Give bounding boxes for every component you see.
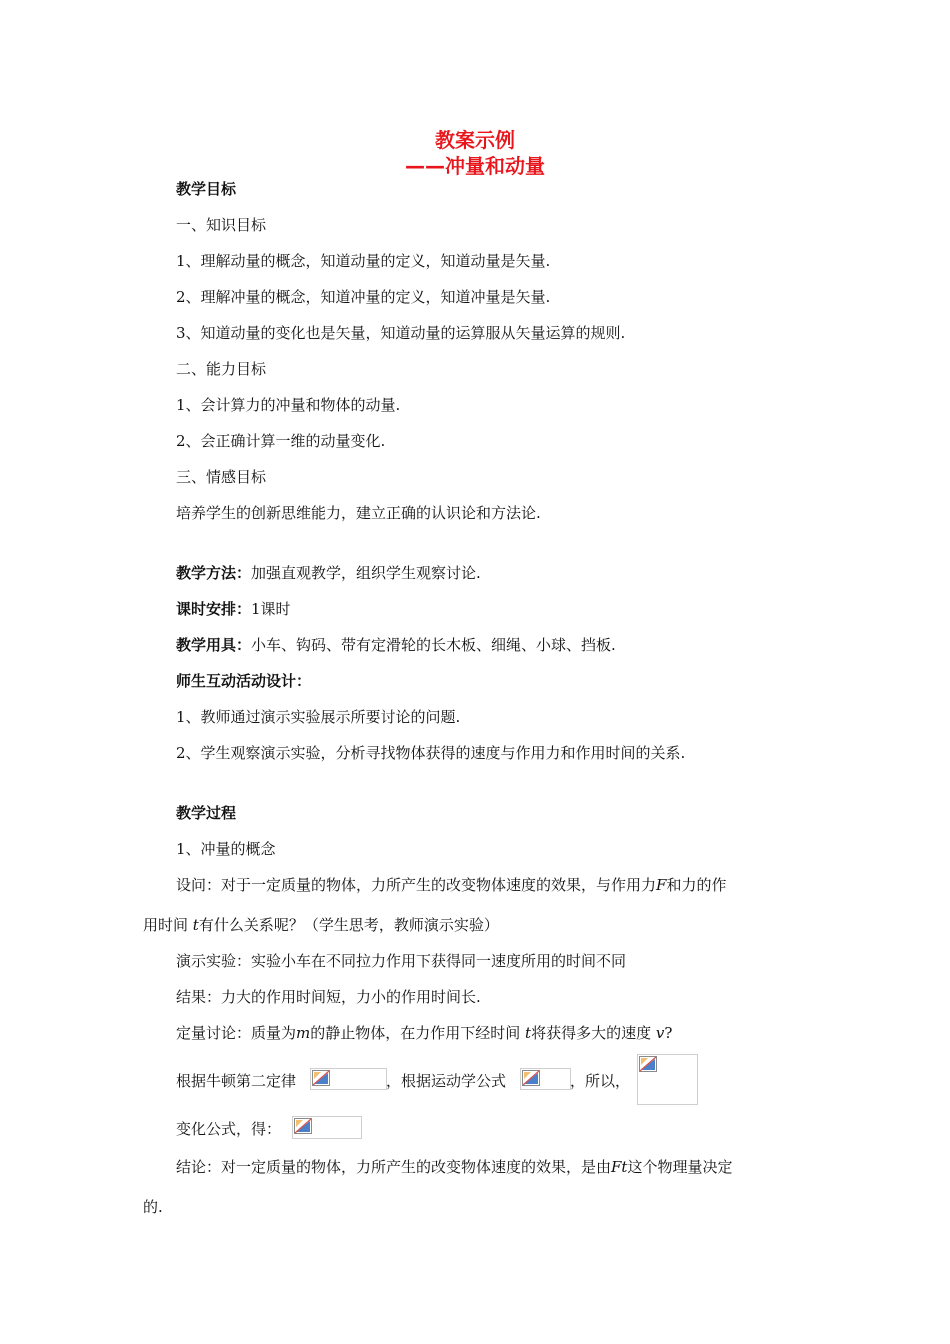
knowledge-heading: 一、知识目标 — [176, 216, 267, 234]
tools-text: 小车、钩码、带有定滑轮的长木板、细绳、小球、挡板. — [251, 636, 616, 654]
knowledge-item-3: 3、知道动量的变化也是矢量，知道动量的运算服从矢量运算的规则. — [176, 324, 626, 342]
tools-label: 教学用具： — [176, 636, 252, 654]
formula-image-result — [637, 1054, 698, 1105]
page-title: 教案示例 — [435, 128, 515, 152]
newton-text: 根据牛顿第二定律 — [176, 1072, 297, 1090]
formula-image-transform — [292, 1116, 362, 1139]
var-t2: t — [525, 1024, 532, 1042]
question2-text-a: 用时间 — [143, 916, 189, 934]
process-heading: 教学过程 — [176, 804, 237, 822]
interaction-heading: 师生互动活动设计： — [176, 672, 312, 690]
result-line: 结果：力大的作用时间短，力小的作用时间长. — [176, 988, 481, 1006]
process-subheading: 1、冲量的概念 — [176, 840, 276, 858]
ability-item-2: 2、会正确计算一维的动量变化. — [176, 432, 386, 450]
page-subtitle: ——冲量和动量 — [405, 154, 545, 178]
var-F: F — [656, 876, 667, 894]
formula-image-newton — [310, 1068, 387, 1090]
method-text: 加强直观教学，组织学生观察讨论. — [251, 564, 481, 582]
var-t: t — [192, 916, 199, 934]
question-text-b: 和力的作 — [666, 876, 727, 894]
demo-line: 演示实验：实验小车在不同拉力作用下获得同一速度所用的时间不同 — [176, 952, 627, 970]
method-line — [176, 562, 481, 583]
kinematics-text: ，根据运动学公式 — [386, 1072, 507, 1090]
therefore-text: ，所以， — [570, 1072, 631, 1090]
schedule-label: 课时安排： — [176, 600, 252, 618]
var-m: m — [296, 1024, 311, 1042]
broken-image-icon — [522, 1070, 540, 1086]
var-Ft: Ft — [611, 1158, 628, 1176]
quant-text-a: 定量讨论：质量为 — [176, 1024, 297, 1042]
knowledge-item-2: 2、理解冲量的概念，知道冲量的定义，知道冲量是矢量. — [176, 288, 551, 306]
tools-line — [176, 634, 616, 655]
schedule-line — [176, 598, 291, 619]
quant-text-c: 将获得多大的速度 — [531, 1024, 652, 1042]
conclusion-text-b: 这个物理量决定 — [627, 1158, 733, 1176]
ability-item-1: 1、会计算力的冲量和物体的动量. — [176, 396, 401, 414]
conclusion-line-2: 的. — [143, 1198, 163, 1216]
quant-text-b: 的静止物体，在力作用下经时间 — [310, 1024, 521, 1042]
emotion-item-1: 培养学生的创新思维能力，建立正确的认识论和方法论. — [176, 504, 541, 522]
question-line-2 — [143, 914, 499, 935]
emotion-heading: 三、情感目标 — [176, 468, 267, 486]
quant-text-d: ? — [664, 1024, 673, 1042]
ability-heading: 二、能力目标 — [176, 360, 267, 378]
question-text-a: 设问：对于一定质量的物体，力所产生的改变物体速度的效果，与作用力 — [176, 876, 657, 894]
broken-image-icon — [294, 1118, 312, 1134]
broken-image-icon — [639, 1056, 657, 1072]
quantitative-line — [176, 1022, 672, 1043]
interaction-item-1: 1、教师通过演示实验展示所要讨论的问题. — [176, 708, 461, 726]
broken-image-icon — [312, 1070, 330, 1086]
knowledge-item-1: 1、理解动量的概念，知道动量的定义，知道动量是矢量. — [176, 252, 551, 270]
interaction-item-2: 2、学生观察演示实验，分析寻找物体获得的速度与作用力和作用时间的关系. — [176, 744, 686, 762]
formula-image-kinematics — [520, 1068, 571, 1090]
var-v: v — [655, 1024, 665, 1042]
conclusion-line-1 — [176, 1156, 732, 1177]
question2-text-b: 有什么关系呢？（学生思考，教师演示实验） — [198, 916, 499, 934]
transform-text: 变化公式，得： — [176, 1120, 282, 1138]
conclusion-text-a: 结论：对一定质量的物体，力所产生的改变物体速度的效果，是由 — [176, 1158, 612, 1176]
question-line-1 — [176, 874, 726, 895]
goals-heading: 教学目标 — [176, 180, 237, 198]
schedule-text: 1课时 — [251, 600, 291, 618]
method-label: 教学方法： — [176, 564, 252, 582]
